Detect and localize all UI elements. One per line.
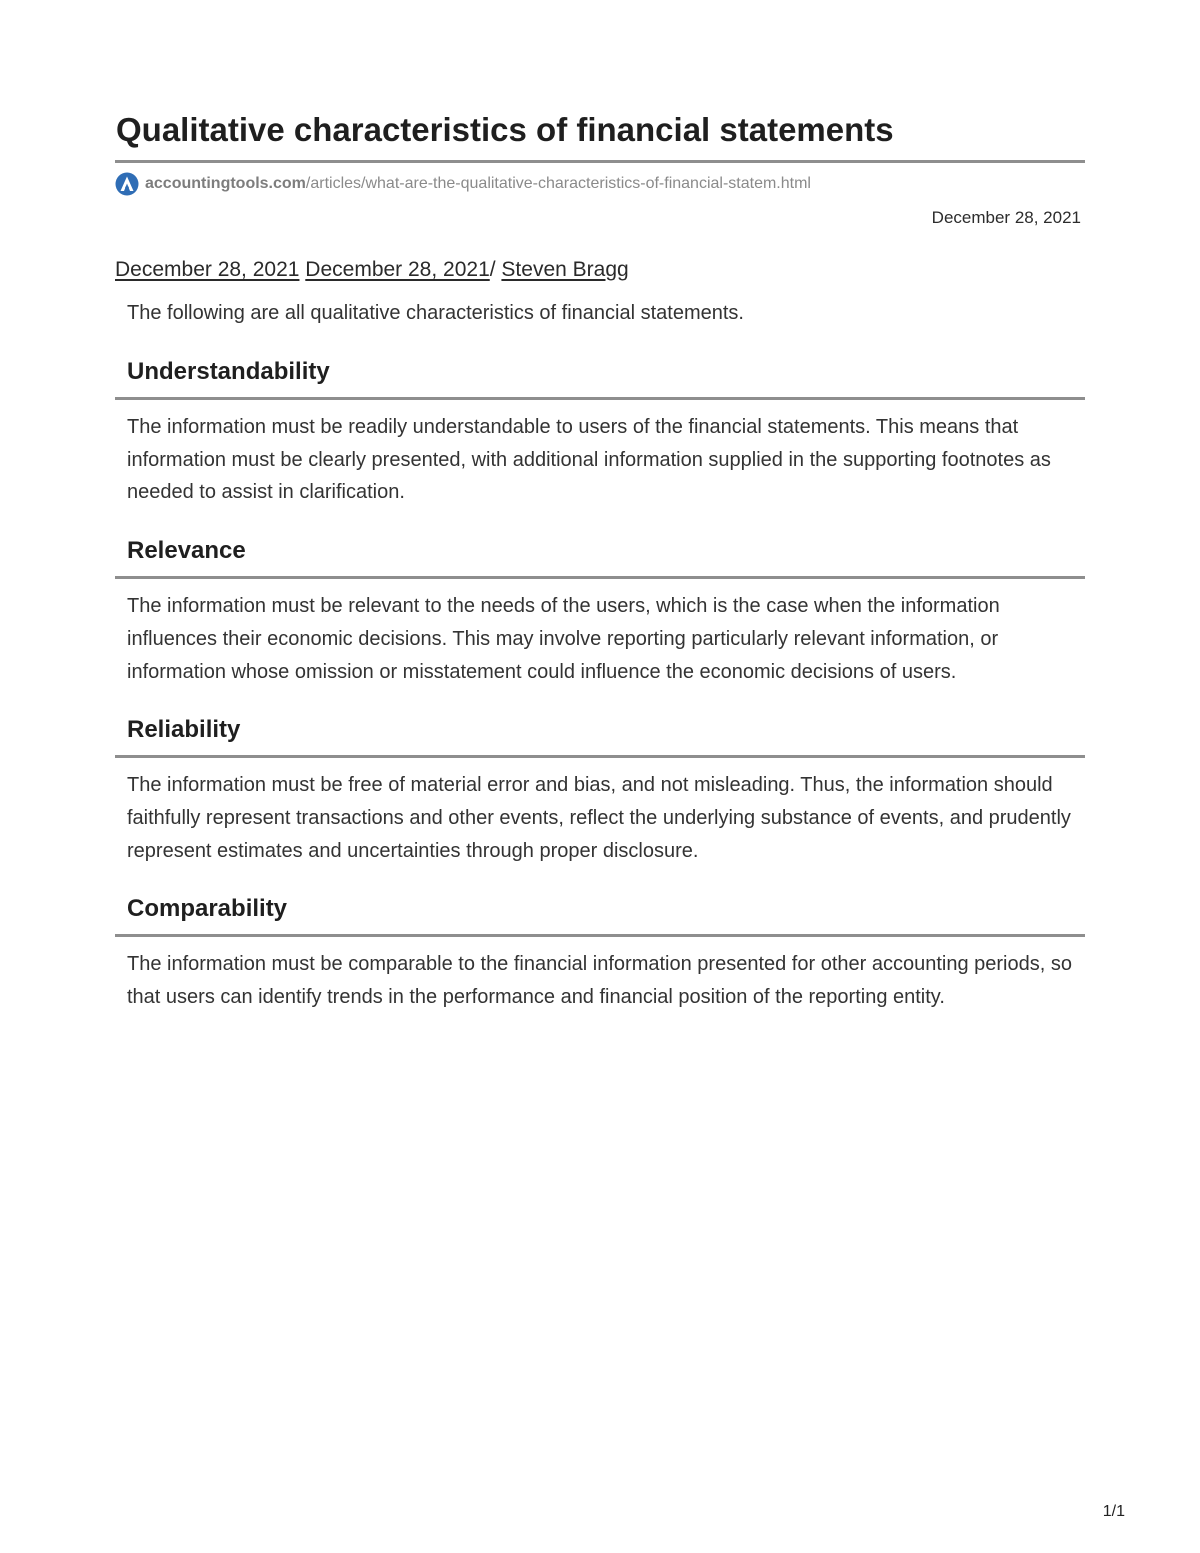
section-heading: Comparability <box>127 895 288 923</box>
author-link[interactable]: Steven Bragg <box>501 258 629 281</box>
section-divider <box>115 576 1085 579</box>
section-understandability <box>127 356 1085 509</box>
section-relevance <box>127 535 1085 688</box>
document-page <box>115 108 1085 1014</box>
byline-updated-date-link[interactable]: December 28, 2021 <box>305 258 490 281</box>
page-title: Qualitative characteristics of financial statements <box>116 111 894 148</box>
print-date: December 28, 2021 <box>931 208 1081 227</box>
accountingtools-logo-icon <box>115 172 139 196</box>
section-heading: Reliability <box>127 716 241 744</box>
section-body: The information must be readily understandable to users of the financial statements. This means that information must be clearly presented, with additional information supplied in the supporting footnotes as needed to assist in clarification. <box>127 416 1051 504</box>
intro-paragraph: The following are all qualitative characteristics of financial statements. <box>127 302 744 324</box>
section-divider <box>115 934 1085 937</box>
section-body: The information must be free of material error and bias, and not misleading. Thus, the information should faithfully represent transactions and other events, reflect the underlying substance of events, and prudently represent estimates and uncertainties through proper disclosure. <box>127 774 1071 862</box>
section-divider <box>115 397 1085 400</box>
source-path: /articles/what-are-the-qualitative-characteristics-of-financial-statem.html <box>305 175 811 192</box>
section-heading: Understandability <box>127 358 330 385</box>
source-url[interactable] <box>115 171 1085 197</box>
section-comparability <box>127 893 1085 1013</box>
byline-date-link[interactable]: December 28, 2021 <box>115 258 300 281</box>
source-domain: accountingtools.com <box>145 175 306 192</box>
section-divider <box>115 755 1085 758</box>
page-number: 1/1 <box>1102 1503 1125 1520</box>
section-reliability <box>127 714 1085 867</box>
section-body: The information must be comparable to the financial information presented for other accounting periods, so that users can identify trends in the performance and financial position of the reporting entity. <box>127 953 1072 1009</box>
byline-separator: / <box>489 258 502 281</box>
section-body: The information must be relevant to the needs of the users, which is the case when the information influences their economic decisions. This may involve reporting particularly relevant information, or information whose omission or misstatement could influence the economic decisions of users. <box>127 595 1000 683</box>
article-content <box>115 297 1085 1014</box>
title-divider <box>115 160 1085 163</box>
byline <box>115 257 1085 283</box>
section-heading: Relevance <box>127 537 246 565</box>
